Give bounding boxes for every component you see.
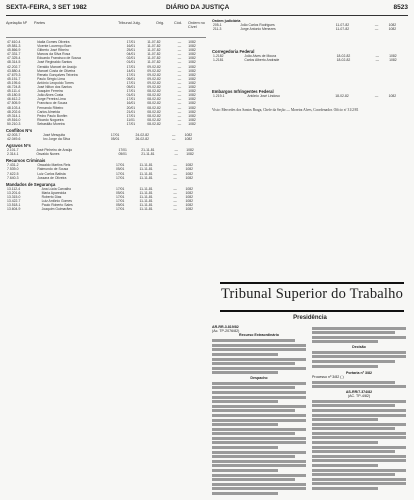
table-cell: 17/01 [126, 89, 136, 94]
table-cell: 1082 [188, 80, 196, 85]
presidency-heading: Presidência [293, 315, 327, 321]
table-cell: 11-11-81 [139, 163, 153, 168]
table-cell: 42.202-7 [7, 64, 21, 69]
table-cell: — [173, 199, 177, 203]
table-cell: Ana Lúcia Carvalho [41, 186, 72, 191]
table-cell: — [173, 194, 177, 199]
table-row [6, 152, 206, 156]
table-cell: 211-3 [213, 27, 222, 32]
table-cell: 1082 [188, 121, 196, 126]
table-cell: 13.604-9 [7, 207, 21, 212]
table-cell: 1082 [188, 72, 196, 77]
table-cell: 21-11-81 [141, 148, 155, 153]
table-cell: 1082 [388, 93, 397, 98]
right-column [212, 19, 408, 497]
table-cell: 7.539-0 [7, 167, 19, 172]
table-cell: 17/01 [118, 148, 127, 153]
table-cell: Antônio José Lindoso [247, 93, 280, 98]
table-cell: 1082 [184, 137, 193, 142]
table-cell: 1082 [188, 48, 196, 53]
table-cell: 1-2181 [213, 58, 224, 63]
table-cell: 05/01 [118, 152, 127, 157]
table-cell: 2.314-1 [7, 152, 19, 157]
table-cell: 45.151-7 [7, 76, 21, 81]
body-text-left [212, 325, 306, 497]
table-cell: 08-02-82 [147, 97, 161, 102]
table-row [6, 207, 206, 211]
table-cell: 47.679-3 [7, 72, 21, 77]
table-cell: 13.315-0 [7, 194, 21, 199]
table-cell: 09-02-82 [147, 80, 161, 85]
table-cell: 1082 [185, 199, 194, 203]
table-cell: 11-11-81 [139, 203, 153, 208]
table-cell: — [177, 56, 182, 61]
table-cell: Osvaldo Nunes [36, 152, 60, 157]
table-cell: Ricardo Nogueira [37, 117, 64, 122]
table-cell: — [374, 23, 379, 28]
table-cell: — [177, 117, 182, 122]
table-cell: 49.581-3 [7, 44, 21, 49]
section-table [6, 163, 206, 179]
table-cell: — [177, 64, 182, 69]
corregedoria-title: Corregedoria Federal [212, 49, 255, 55]
col-header-ordem: Ordem no Cível [188, 21, 205, 29]
table-cell: Francisco de Souza [37, 101, 68, 106]
table-cell: — [177, 97, 182, 102]
table-cell: 01/01 [126, 93, 136, 98]
table-cell: — [177, 93, 182, 98]
table-header [6, 19, 206, 38]
table-cell: 47.505-9 [7, 101, 21, 106]
table-cell: 48.314-5 [7, 60, 21, 65]
table-cell: 1082 [188, 109, 196, 114]
header-title: DIÁRIO DA JUSTIÇA [166, 4, 230, 11]
col-header-apelacao: Apelação Nº [6, 21, 28, 25]
table-row [6, 122, 206, 126]
visto-line: Visto: Mercedes dos Santos Braga, Chefe da Seção — Moreira Alves, Coordenador. Ofício nº 31/2/81 [212, 107, 359, 112]
table-cell: 11-11-81 [139, 194, 153, 199]
table-cell: 1082 [388, 27, 397, 32]
table-cell: João Alves de Moura [244, 54, 277, 59]
table-cell: 1082 [188, 113, 196, 118]
table-cell: João Alves Costa [37, 93, 64, 98]
table-cell: 11-07-82 [147, 56, 161, 61]
court-banner-title: Tribunal Superior do Trabalho [220, 286, 404, 302]
table-cell: 1082 [186, 152, 194, 157]
table-cell: 1082 [184, 132, 193, 137]
section-table [6, 148, 206, 156]
table-row [6, 176, 206, 180]
table-cell: Luiz Carlos Batista [37, 171, 66, 176]
table-cell: 05/01 [115, 167, 125, 172]
table-cell: 16/01 [126, 44, 136, 49]
table-cell: 11-07-82 [335, 27, 350, 32]
table-cell: 43.880-4 [7, 68, 21, 73]
table-cell: 1082 [188, 40, 196, 44]
section-title: Recursos Criminais [6, 158, 46, 164]
table-cell: 46.724-8 [7, 85, 21, 90]
table-cell: 1082 [188, 64, 196, 69]
table-cell: 11-07-82 [147, 44, 161, 49]
table-cell: Joaquim Ferreira [37, 89, 63, 94]
table-cell: 11-07-82 [147, 52, 161, 57]
table-cell: — [375, 58, 379, 63]
table-cell: Antônio Leopoldo Torres [37, 80, 74, 85]
section-title: Conflitos Nºs [6, 127, 33, 133]
table-cell: — [173, 190, 177, 195]
table-cell: 17/01 [126, 97, 136, 102]
col-header-partes: Partes [34, 21, 45, 25]
table-cell: Carlos Alberto Andrade [244, 58, 280, 63]
table-cell: 17/01 [126, 113, 136, 118]
table-cell: — [173, 171, 177, 176]
table-cell: 1082 [185, 186, 194, 191]
table-cell: Jussara de Oliveira [37, 175, 67, 180]
table-cell: — [177, 121, 182, 126]
portaria-title: Portaria nº 3/82 [345, 370, 373, 375]
table-cell: 1.219-1 [213, 93, 225, 98]
table-cell: 49.516-0 [7, 117, 21, 122]
table-cell: 7.622-5 [7, 171, 19, 176]
table-cell: 7.640-3 [7, 175, 19, 180]
table-cell: 48.103-4 [7, 105, 21, 110]
table-cell: 24-02-82 [135, 132, 150, 137]
table-cell: — [173, 175, 177, 180]
table-cell: 42.049-6 [7, 137, 21, 142]
table-cell: — [177, 105, 182, 110]
table-cell: 205-1 [213, 23, 222, 28]
table-cell: 1082 [185, 167, 194, 172]
table-cell: Joaquim Guimarães [41, 207, 72, 212]
table-cell: 46.612-2 [7, 97, 21, 102]
header-date: SEXTA-FEIRA, 3 SET 1982 [6, 4, 87, 11]
table-cell: 1082 [186, 148, 194, 153]
table-cell: 47.610-4 [7, 40, 21, 44]
table-cell: 49.314-1 [7, 113, 21, 118]
case-label: Recurso Extraordinário [239, 333, 279, 338]
table-cell: Paulo Sérgio Lima [37, 76, 65, 81]
table-cell: 02/01 [126, 56, 136, 61]
table-cell: — [177, 101, 182, 106]
table-cell: — [177, 52, 182, 57]
section-table [6, 187, 206, 212]
table-cell: 11-11-81 [139, 199, 153, 203]
table-cell: Ivo Jorge da Silva [43, 137, 70, 142]
table-cell: 09-02-82 [147, 85, 161, 90]
table-cell: 05/01 [110, 137, 120, 142]
table-cell: Marcos da Silva Rosa [37, 52, 71, 57]
table-cell: Maria Aparecida [41, 190, 67, 195]
table-cell: 01/01 [126, 60, 136, 65]
table-cell: — [177, 109, 182, 114]
table-cell: 05/01 [126, 85, 136, 90]
table-cell: 05/01 [115, 203, 125, 208]
table-cell: — [177, 44, 182, 49]
table-cell: — [374, 27, 379, 32]
table-cell: 04/01 [126, 52, 136, 57]
table-cell: Manoel Costa de Oliveira [37, 68, 76, 73]
table-cell: — [177, 113, 182, 118]
section-table [6, 133, 206, 141]
table-cell: 1082 [185, 163, 194, 168]
table-cell: — [177, 76, 182, 81]
decision-label: Decisão [352, 344, 366, 349]
col-header-tribunal: Tribunal Julg. [118, 21, 141, 25]
case-id: AR-RR-3.819/82 [212, 325, 239, 329]
table-cell: 18-02-82 [335, 93, 349, 98]
table-cell: Roberto Dias [41, 194, 62, 199]
col-header-cod: Cód. [174, 21, 183, 25]
table-cell: Renato Gonçalves Teixeira [37, 72, 78, 77]
section-title: Mandados de Segurança [6, 181, 56, 187]
table-cell: 17/01 [115, 194, 125, 199]
table-cell: 1082 [188, 44, 196, 49]
table-cell: 16/01 [126, 101, 136, 106]
table-cell: 1-2182 [213, 54, 224, 59]
table-cell: 11-11-81 [139, 207, 153, 212]
table-cell: 1082 [188, 97, 196, 102]
table-row [6, 137, 206, 141]
section-title: Agravos Nºs [6, 143, 31, 149]
table-cell: — [171, 132, 176, 137]
table-cell: 11-11-81 [139, 190, 153, 195]
table-cell: 18-02-82 [336, 54, 351, 59]
table-cell: Geraldo Manoel de Araújo [37, 64, 77, 69]
table-cell: 1082 [185, 203, 194, 208]
table-cell: — [173, 207, 177, 212]
table-cell: 08-02-82 [147, 117, 161, 122]
portaria-line: AS-RR/7.374/82 [345, 389, 373, 394]
table-cell: 48.202-6 [7, 109, 21, 114]
table-cell: — [174, 148, 178, 153]
table-cell: 25/01 [126, 48, 136, 53]
table-cell: 42.003-7 [7, 132, 21, 137]
despacho-label: Despacho [250, 375, 268, 380]
table-cell: 09-02-82 [147, 76, 161, 81]
table-cell: 11-11-81 [139, 186, 153, 191]
portaria-sub: (AC. TP-4/82) [347, 393, 371, 398]
table-cell: 13.422-7 [7, 199, 21, 203]
table-cell: 1082 [388, 23, 397, 28]
case-sub: (Ac. TP-2076/82) [212, 329, 240, 334]
table-cell: 13.112-4 [7, 186, 21, 191]
table-cell: 08-02-82 [147, 101, 161, 106]
table-cell: 11/01 [126, 117, 135, 122]
table-cell: 1082 [188, 93, 196, 98]
table-row [212, 27, 412, 31]
table-cell: 47.331-7 [7, 52, 21, 57]
table-cell: 45.195-6 [7, 80, 21, 85]
table-cell: 1082 [188, 68, 196, 73]
table-cell: 17/01 [126, 64, 136, 69]
table-cell: 45.180-5 [7, 93, 21, 98]
table-cell: 17/01 [115, 207, 125, 212]
table-cell: 17/01 [115, 199, 125, 203]
left-sections [6, 40, 206, 211]
table-cell: 1082 [188, 85, 196, 90]
table-cell: — [174, 152, 178, 157]
table-cell: 1082 [188, 101, 196, 106]
table-cell: Fernando Ribeiro [37, 105, 64, 110]
table-cell: 7.431-2 [7, 163, 19, 168]
table-cell: 45.866-9 [7, 48, 21, 53]
corregedoria-table [212, 54, 412, 62]
table-cell: Paulo Roberto Sales [41, 203, 73, 208]
table-cell: — [173, 167, 177, 172]
table-cell: Gilberto José Ribeiro [37, 48, 69, 53]
table-cell: — [173, 186, 177, 191]
section-table [6, 40, 206, 126]
table-cell: 1082 [188, 89, 196, 94]
table-cell: 05/01 [115, 190, 125, 195]
table-cell: 1082 [188, 60, 196, 65]
table-cell: 11-07-82 [147, 48, 161, 53]
table-cell: — [177, 68, 182, 73]
table-cell: 11-11-81 [139, 167, 153, 172]
table-cell: João Carlos Rodrigues [240, 23, 275, 28]
table-cell: 13.201-6 [7, 190, 21, 195]
table-cell: 08-02-82 [147, 109, 161, 114]
table-cell: 1082 [185, 194, 194, 199]
table-cell: 17/01 [115, 171, 125, 176]
table-cell: Pedro Paulo Bonfim [37, 113, 68, 118]
table-cell: — [375, 54, 379, 59]
table-cell: 11-11-81 [139, 171, 153, 176]
embargos-title: Embargos Infringentes Federal [212, 88, 274, 94]
page-header [6, 4, 408, 15]
table-cell: José Mesquita [43, 132, 65, 137]
table-cell: Jorge Antonio Menezes [240, 27, 276, 32]
table-cell: 1082 [188, 105, 196, 110]
table-cell: 21/01 [126, 109, 136, 114]
table-cell: — [177, 89, 182, 94]
table-cell: Raimundo de Sousa [37, 167, 69, 172]
table-cell: Sebastião Moreira [37, 121, 65, 126]
table-cell: 1082 [188, 56, 196, 61]
table-cell: — [173, 163, 177, 168]
order-table [212, 23, 412, 31]
table-cell: 1082 [185, 190, 194, 195]
table-cell: — [173, 203, 177, 208]
table-cell: 13.518-1 [7, 203, 21, 208]
embargos-table [212, 94, 412, 98]
table-cell: 17/01 [115, 186, 125, 191]
table-cell: 1082 [188, 117, 196, 122]
table-cell: — [177, 80, 182, 85]
table-cell: 1082 [389, 54, 397, 59]
order-block-title: Ordem judiciária [212, 19, 241, 23]
table-cell: 50.210-3 [7, 121, 21, 126]
court-banner [220, 282, 404, 312]
table-cell: — [177, 85, 182, 90]
table-cell: — [177, 48, 182, 53]
table-cell: — [374, 93, 379, 98]
table-cell: 17/01 [126, 121, 136, 126]
table-cell: 09-02-82 [147, 64, 161, 69]
table-cell: 05/01 [126, 76, 136, 81]
table-cell: 17/01 [110, 132, 120, 137]
table-cell: — [171, 137, 176, 142]
table-cell: 08-02-82 [147, 121, 161, 126]
table-cell: Vicente Lourenço Bom [37, 44, 72, 49]
table-cell: 47.325-4 [7, 56, 21, 61]
table-cell: 1082 [188, 52, 196, 57]
table-cell: Jorge Pereira Lima [37, 97, 66, 102]
header-rule [6, 15, 408, 16]
table-cell: 11-07-82 [147, 60, 161, 65]
table-cell: — [177, 60, 182, 65]
table-cell: 1082 [185, 171, 194, 176]
table-cell: 08-02-82 [147, 89, 161, 94]
table-cell: — [177, 72, 182, 77]
table-cell: 09-02-82 [147, 68, 161, 73]
header-page-number: 8523 [393, 4, 408, 11]
table-cell: 09-02-82 [147, 72, 161, 77]
table-cell: 17/01 [126, 40, 136, 44]
table-cell: Eduardo Francisco de Sousa [37, 56, 81, 61]
col-header-orig: Orig. [156, 21, 165, 25]
table-row [212, 58, 412, 62]
table-cell: 14/01 [126, 68, 136, 73]
table-cell: Luiz Antônio Gomes [41, 199, 72, 203]
table-cell: 08-02-82 [147, 105, 161, 110]
table-cell: — [177, 40, 182, 44]
portaria-id: Processo nº 3/82 ( ) [312, 374, 344, 379]
table-cell: 17/01 [126, 80, 136, 85]
table-cell: 1082 [185, 207, 194, 212]
table-cell: 11-07-82 [147, 40, 161, 44]
table-cell: 2.101-7 [7, 148, 19, 153]
table-cell: 20/01 [126, 105, 136, 110]
table-cell: 45.111-4 [7, 89, 20, 94]
table-cell: 1082 [188, 76, 196, 81]
table-cell: 17/01 [115, 175, 125, 180]
table-cell: 26-02-82 [135, 137, 150, 142]
table-cell: Oswaldo Martins Reis [37, 163, 71, 168]
table-cell: 11-07-82 [335, 23, 350, 28]
table-cell: 1082 [185, 175, 194, 180]
table-cell: 08-02-82 [147, 93, 161, 98]
table-cell: 21-11-81 [141, 152, 155, 157]
table-cell: 08-02-82 [147, 113, 161, 118]
table-cell: 18-02-82 [336, 58, 351, 63]
table-cell: Carlos Almeida [37, 109, 60, 114]
table-cell: 17/01 [126, 72, 136, 77]
body-text-right [312, 325, 406, 492]
table-cell: José Pinheiro de Araújo [36, 148, 73, 153]
table-row [212, 94, 412, 98]
table-cell: José Reginaldo Santos [37, 60, 72, 65]
table-cell: 17/01 [115, 163, 125, 168]
left-column [6, 19, 206, 497]
table-cell: 1082 [389, 58, 397, 63]
table-cell: 11-11-81 [139, 175, 153, 180]
table-cell: Idalia Gomes Oliveira [37, 40, 70, 44]
table-cell: José Nilton dos Santos [37, 85, 72, 90]
